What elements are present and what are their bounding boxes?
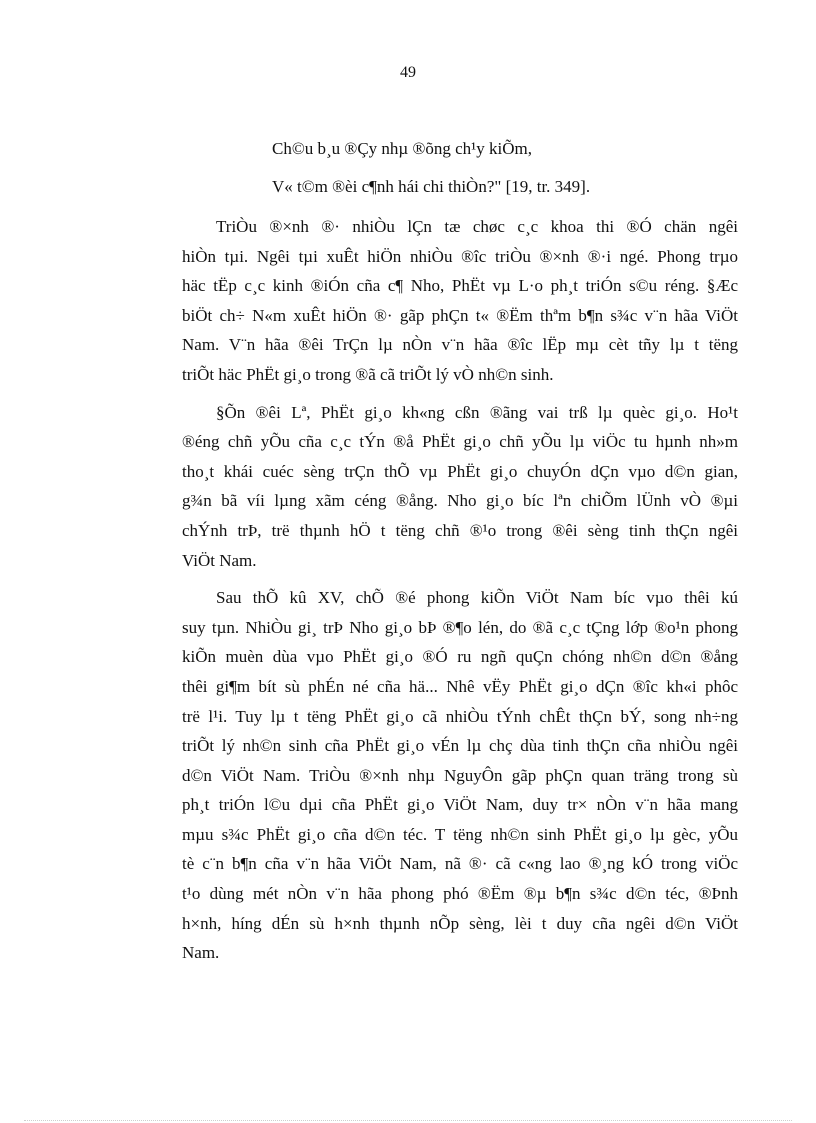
text-line: tho¸t khái cuéc sèng trÇn thÕ vµ PhËt gi¸o chuyÓn dÇn vµo d©n gian, [182,461,738,481]
text-line: h×nh, híng dÉn sù h×nh thµnh nÕp sèng, lèi t duy cña ngêi d©n ViÖt [182,913,738,933]
footer-rule [24,1120,792,1121]
text-line: Nam. V¨n hãa ®êi TrÇn lµ nÒn v¨n hãa ®îc lËp mµ cèt tñy lµ t tëng [182,335,738,355]
poem-line: Ch©u b¸u ®Çy nhµ ®õng ch¹y kiÕm, [272,139,532,158]
text-line: §Õn ®êi Lª, PhËt gi¸o kh«ng cßn ®ãng vai trß lµ quèc gi¸o. Ho¹t [216,402,738,422]
text-line: Nam. [182,943,220,963]
text-line: TriÒu ®×nh ®· nhiÒu lÇn tæ chøc c¸c khoa thi ®Ó chän ngêi [216,217,738,236]
text-line: suy tµn. NhiÒu gi¸ trÞ Nho gi¸o bÞ ®¶o lén, do ®ã c¸c tÇng lớp ®o¹n phong [182,617,738,637]
paragraph [182,212,738,390]
text-line: ViÖt Nam. [182,550,257,570]
text-line: triÕt häc PhËt gi¸o trong ®ã cã triÕt lý vÒ nh©n sinh. [182,364,554,384]
text-line: mµu s¾c PhËt gi¸o cña d©n téc. T tëng nh©n sinh PhËt gi¸o lµ gèc, yÕu [182,824,738,844]
text-line: t¹o dùng mét nÒn v¨n hãa phong phó ®Ëm ®µ b¶n s¾c d©n téc, ®Þnh [182,884,738,904]
text-line: chÝnh trÞ, trë thµnh hÖ t tëng chñ ®¹o trong ®êi sèng tinh thÇn ngêi [182,520,738,540]
text-line: d©n ViÖt Nam. TriÒu ®×nh nhµ NguyÔn gãp phÇn quan träng trong sù [182,765,738,785]
poem-quote [272,137,590,213]
paragraph [182,398,738,576]
text-line: häc tËp c¸c kinh ®iÓn cña c¶ Nho, PhËt vµ L·o ph¸t triÓn s©u réng. §Æc [182,276,738,296]
paragraph [182,583,738,968]
text-line: trë l¹i. Tuy lµ t tëng PhËt gi¸o cã nhiÒu tÝnh chÊt thÇn bÝ, song nh÷ng [182,706,738,726]
text-line: kiÕn muèn dùa vµo PhËt gi¸o ®Ó ru ngñ quÇn chóng nh©n d©n ®ång [182,647,738,667]
text-line: ph¸t triÓn l©u dµi cña PhËt gi¸o ViÖt Nam, duy tr× nÒn v¨n hãa mang [182,795,738,815]
text-line: g¾n bã víi lµng xãm céng ®ång. Nho gi¸o bíc lªn chiÕm lÜnh vÒ ®µi [182,491,738,511]
text-line: biÖt ch÷ N«m xuÊt hiÖn ®· gãp phÇn t« ®Ëm thªm b¶n s¾c v¨n hãa ViÖt [182,305,738,325]
text-line: tè c¨n b¶n cña v¨n hãa ViÖt Nam, nã ®· cã c«ng lao ®¸ng kÓ trong viÖc [182,854,738,874]
body-text [182,212,738,976]
page-number: 49 [400,64,416,81]
text-line: thêi gi¶m bít sù phÉn né cña hä... Nhê vËy PhËt gi¸o dÇn ®îc kh«i phôc [182,676,738,696]
text-line: triÕt lý nh©n sinh cña PhËt gi¸o vÉn lµ chç dùa tinh thÇn cña nhiÒu ngêi [182,736,738,756]
poem-line: V« t©m ®èi c¶nh hái chi thiÒn?" [19, tr. 349]. [272,177,591,196]
text-line: ®éng chñ yÕu cña c¸c tÝn ®å PhËt gi¸o chñ yÕu lµ viÖc tu hµnh nh»m [182,432,738,452]
text-line: hiÒn tµi. Ngêi tµi xuÊt hiÖn nhiÒu ®îc triÒu ®×nh ®·i ngé. Phong trµo [182,246,738,266]
text-line: Sau thÕ kû XV, chÕ ®é phong kiÕn ViÖt Nam bíc vµo thêi kú [216,588,738,608]
